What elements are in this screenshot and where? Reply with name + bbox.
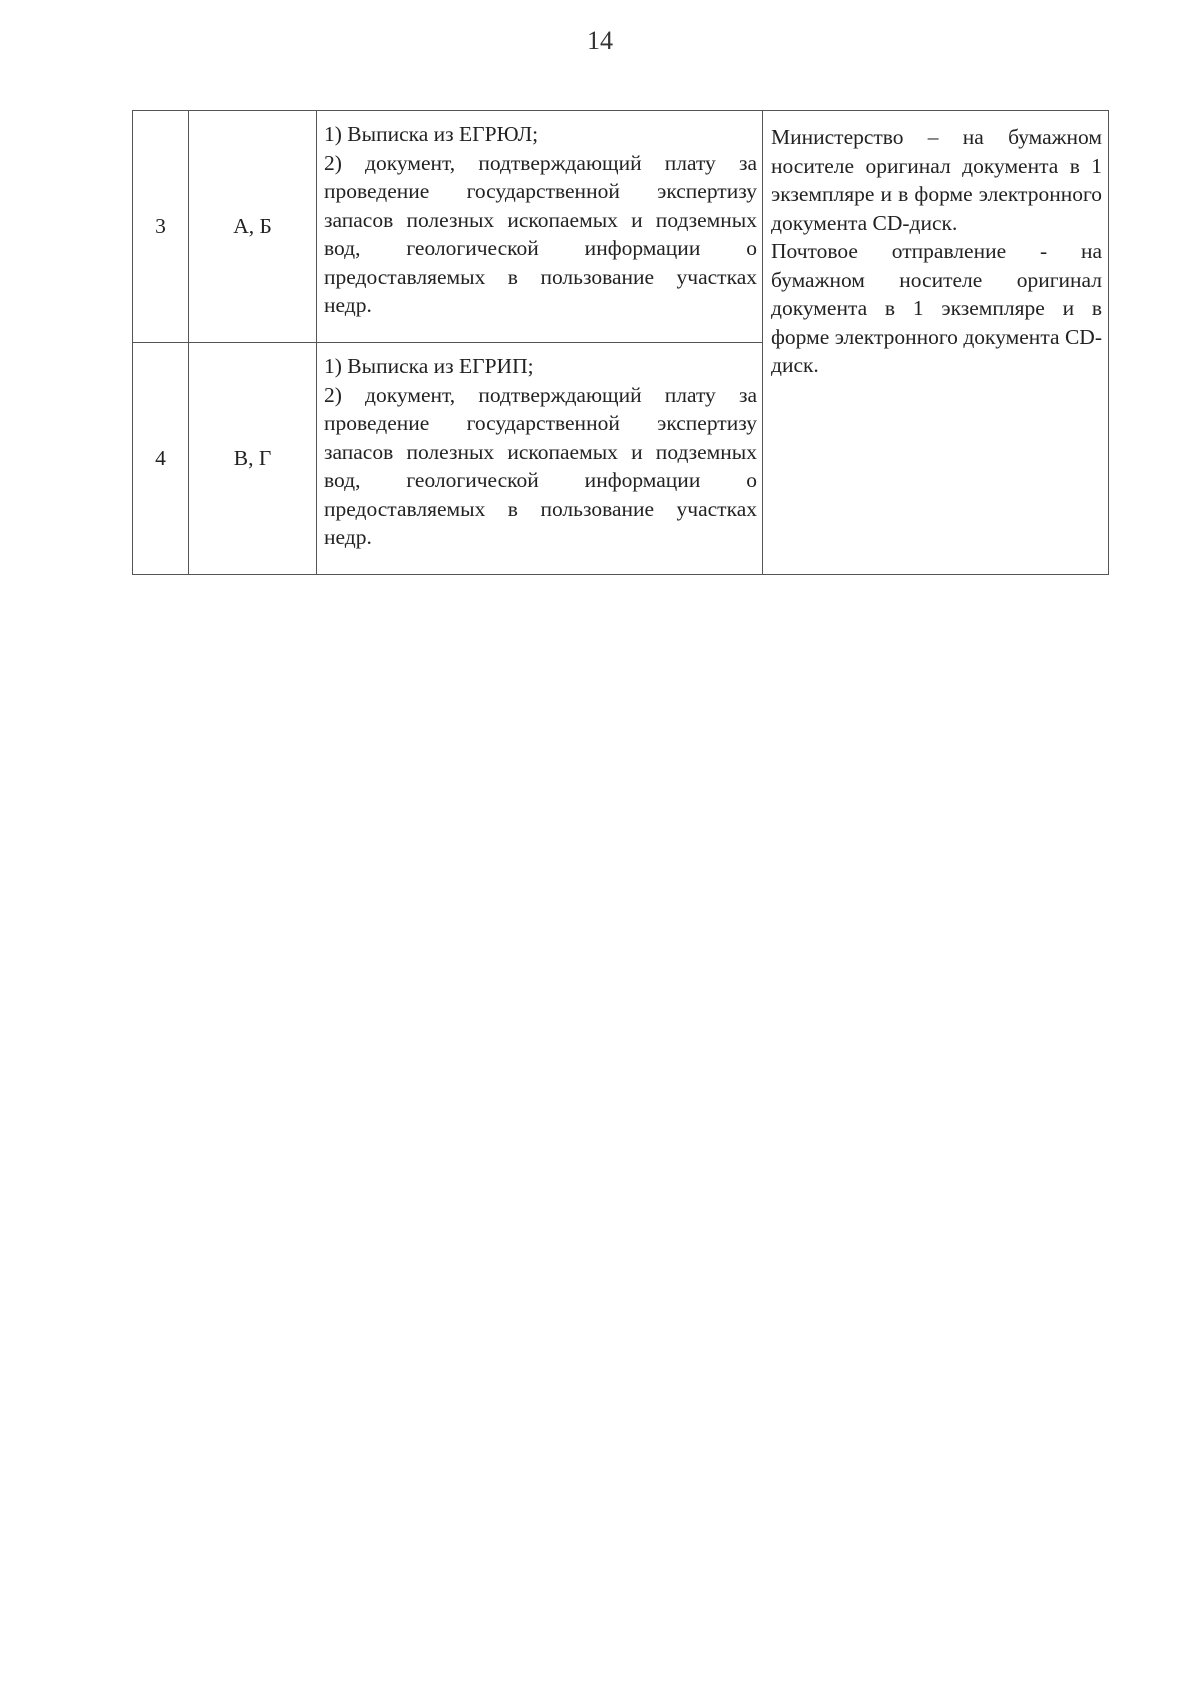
document-item: 2) документ, подтверждающий плату за проведение государственной экспертизу запасов полезных ископаемых и подземных вод, геологической информации о предоставляемых в пользование участках недр. <box>324 150 757 317</box>
submission-method-item: Министерство – на бумажном носителе оригинал документа в 1 экземпляре и в форме электронного документа CD-диск. <box>771 125 1102 235</box>
document-item: 1) Выписка из ЕГРЮЛ; <box>324 122 539 146</box>
requirements-table <box>132 110 1109 575</box>
documents-cell <box>317 111 763 343</box>
documents-cell <box>317 343 763 575</box>
submission-method-cell <box>763 111 1109 575</box>
row-number: 3 <box>155 214 166 239</box>
row-number-cell <box>133 343 189 575</box>
table-row <box>133 111 1109 343</box>
document-item: 2) документ, подтверждающий плату за проведение государственной экспертизу запасов полезных ископаемых и подземных вод, геологической информации о предоставляемых в пользование участках недр. <box>324 382 757 549</box>
row-number-cell <box>133 111 189 343</box>
categories-cell <box>189 111 317 343</box>
categories-cell <box>189 343 317 575</box>
submission-method-item: Почтовое отправление - на бумажном носителе оригинал документа в 1 экземпляре и в форме электронного документа CD-диск. <box>771 239 1102 377</box>
categories: В, Г <box>233 446 272 471</box>
categories: А, Б <box>233 214 272 239</box>
page-number: 14 <box>587 26 613 55</box>
document-item: 1) Выписка из ЕГРИП; <box>324 354 534 378</box>
row-number: 4 <box>155 446 166 471</box>
